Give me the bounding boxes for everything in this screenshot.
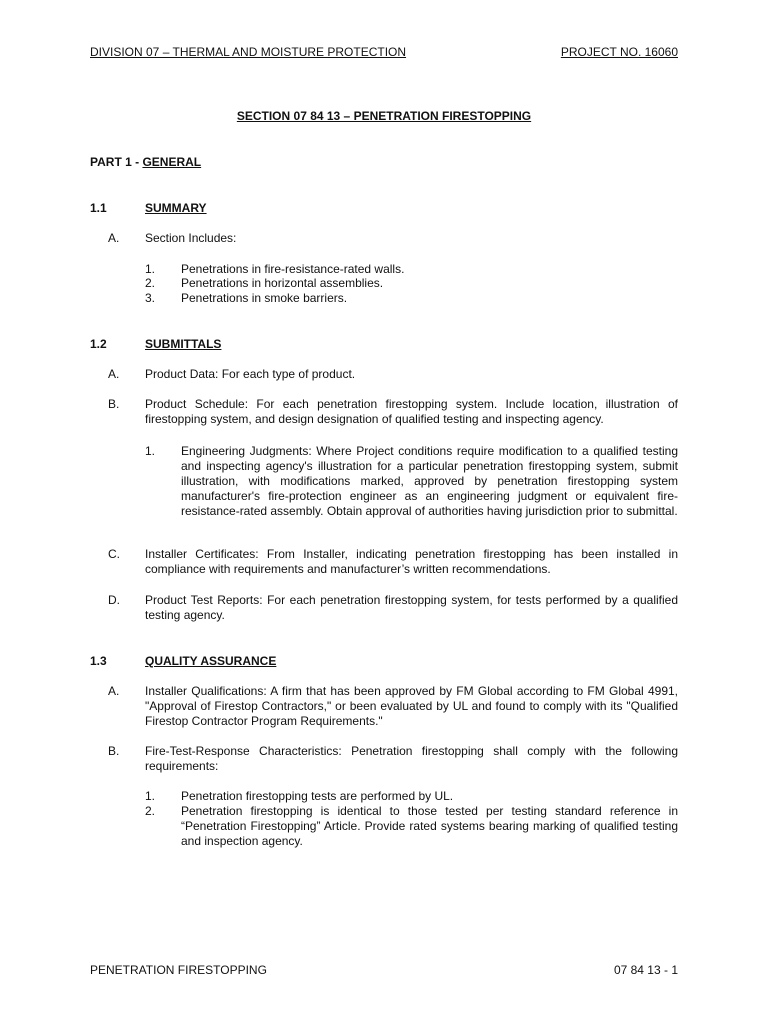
- item-text: Installer Certificates: From Installer, indicating penetration firestopping has been installed in compliance with requirements and manufacturer’s written recommendations.: [145, 547, 678, 576]
- subitem-text: Engineering Judgments: Where Project conditions require modification to a qualified testing and inspecting agency's illustration for a particular penetration firestopping system, submit illustration, with modifications marked, approved by penetration firestopping system manufacturer's fire-protection engineer as an engineering judgment or equivalent fire-resistance-rated assembly. Obtain approval of authorities having jurisdiction prior to submittal.: [181, 444, 678, 518]
- subitem-text: Penetration firestopping tests are performed by UL.: [181, 789, 454, 803]
- article-number: 1.2: [90, 337, 107, 351]
- footer-title: PENETRATION FIRESTOPPING: [90, 963, 267, 977]
- item-label: A.: [108, 684, 120, 698]
- part-name: GENERAL: [142, 155, 202, 169]
- subitem-text: Penetrations in fire-resistance-rated walls.: [181, 262, 405, 276]
- item-text: Section Includes:: [145, 231, 237, 245]
- subitem-label: 1.: [145, 262, 156, 276]
- part-prefix: PART 1 -: [90, 155, 143, 169]
- article-title: SUMMARY: [145, 201, 207, 215]
- article-title: SUBMITTALS: [145, 337, 222, 351]
- subitem-label: 3.: [145, 291, 156, 305]
- article-title: QUALITY ASSURANCE: [145, 654, 277, 668]
- header-project-number: PROJECT NO. 16060: [560, 45, 678, 59]
- item-text: Installer Qualifications: A firm that has been approved by FM Global according to FM Global 4991, "Approval of Firestop Contractors," or been evaluated by UL and found to comply with its "Qualified Firestop Contractor Program Requirements.": [145, 684, 678, 728]
- article-number: 1.3: [90, 654, 107, 668]
- subitem-label: 2.: [145, 804, 156, 818]
- item-text: Fire-Test-Response Characteristics: Penetration firestopping shall comply with the following requirements:: [145, 744, 678, 773]
- article-number: 1.1: [90, 201, 107, 215]
- subitem-label: 2.: [145, 276, 156, 290]
- item-label: B.: [108, 397, 120, 411]
- item-label: A.: [108, 231, 120, 245]
- subitem-label: 1.: [145, 789, 156, 803]
- subitem-text: Penetrations in horizontal assemblies.: [181, 276, 384, 290]
- item-label: C.: [108, 547, 120, 561]
- subitem-text: Penetrations in smoke barriers.: [181, 291, 348, 305]
- header-division: DIVISION 07 – THERMAL AND MOISTURE PROTECTION: [90, 45, 407, 59]
- item-text: Product Test Reports: For each penetration firestopping system, for tests performed by a qualified testing agency.: [145, 593, 678, 622]
- part-heading: [90, 155, 201, 169]
- subitem-label: 1.: [145, 444, 156, 458]
- footer-page-number: 07 84 13 - 1: [613, 963, 678, 977]
- item-text: Product Data: For each type of product.: [145, 367, 356, 381]
- section-title: SECTION 07 84 13 – PENETRATION FIRESTOPPING: [236, 109, 532, 123]
- subitem-text: Penetration firestopping is identical to those tested per testing standard reference in “Penetration Firestopping” Article. Provide rated systems bearing marking of qualified testing and inspection agency.: [181, 804, 678, 848]
- item-label: A.: [108, 367, 120, 381]
- item-label: D.: [108, 593, 120, 607]
- item-label: B.: [108, 744, 120, 758]
- item-text: Product Schedule: For each penetration firestopping system. Include location, illustration of firestopping system, and design designation of qualified testing and inspecting agency.: [145, 397, 678, 426]
